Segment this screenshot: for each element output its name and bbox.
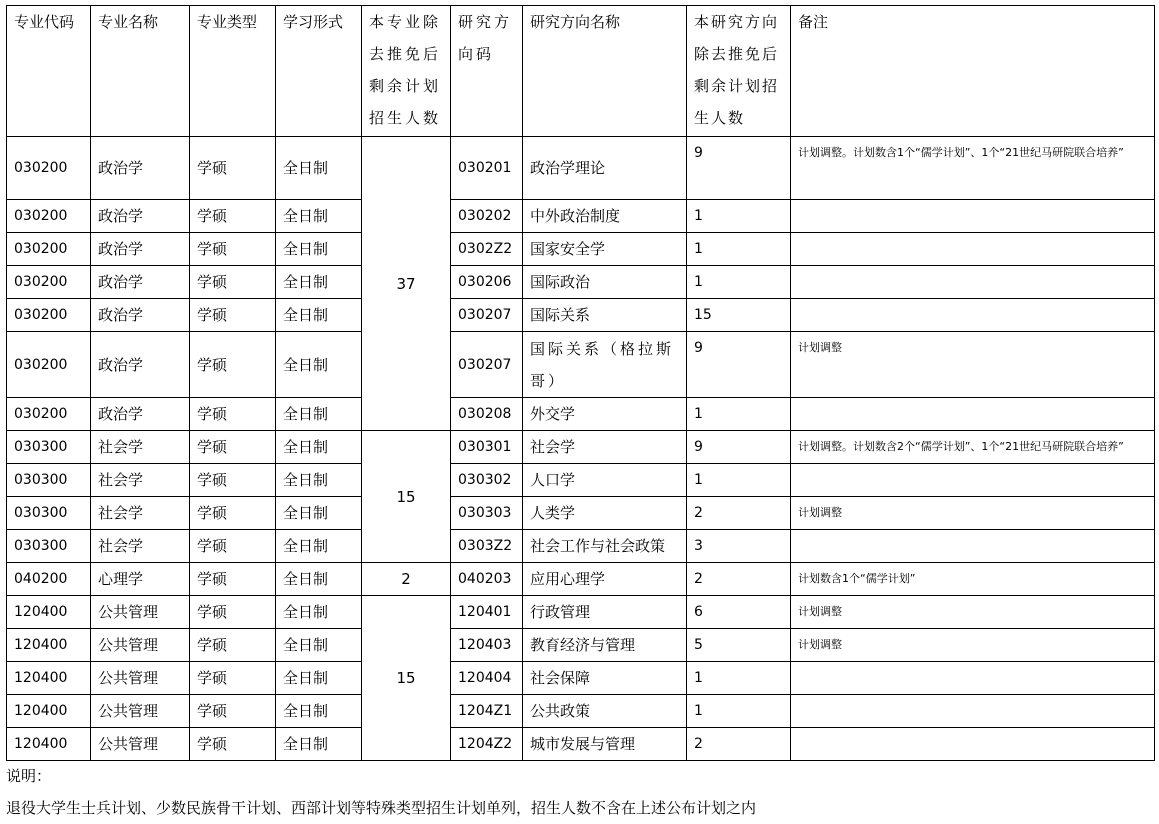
- table-row: [7, 233, 1155, 266]
- direction-code-cell: 040203: [451, 563, 523, 596]
- major-type-cell: 学硕: [190, 563, 276, 596]
- major-type-cell: 学硕: [190, 299, 276, 332]
- major-type-cell: 学硕: [190, 530, 276, 563]
- direction-name-cell: 社会工作与社会政策: [523, 530, 687, 563]
- table-row: [7, 596, 1155, 629]
- direction-count-cell: 1: [687, 200, 791, 233]
- footer-label: 说明：: [6, 767, 52, 785]
- table-row: [7, 299, 1155, 332]
- direction-code-cell: 0303Z2: [451, 530, 523, 563]
- major-type-cell: 学硕: [190, 200, 276, 233]
- direction-count-cell: 9: [687, 137, 791, 200]
- table-row: [7, 728, 1155, 761]
- major-type-cell: 学硕: [190, 695, 276, 728]
- remark-cell: 计划调整。计划数含2个“儒学计划”、1个“21世纪马研院联合培养”: [791, 431, 1155, 464]
- table-row: [7, 398, 1155, 431]
- major-type-cell: 学硕: [190, 629, 276, 662]
- remark-cell: [791, 200, 1155, 233]
- study-mode-cell: 全日制: [276, 563, 362, 596]
- direction-count-cell: 1: [687, 266, 791, 299]
- major-name-cell: 政治学: [91, 200, 190, 233]
- direction-name-cell: 中外政治制度: [523, 200, 687, 233]
- major-name-cell: 社会学: [91, 497, 190, 530]
- table-row: [7, 200, 1155, 233]
- study-mode-cell: 全日制: [276, 497, 362, 530]
- direction-name-cell: 外交学: [523, 398, 687, 431]
- direction-name-cell: 城市发展与管理: [523, 728, 687, 761]
- header-study-mode: 学习形式: [276, 6, 362, 137]
- major-type-cell: 学硕: [190, 431, 276, 464]
- direction-code-cell: 030303: [451, 497, 523, 530]
- table-row: [7, 431, 1155, 464]
- direction-code-cell: 1204Z1: [451, 695, 523, 728]
- major-code-cell: 030200: [7, 266, 91, 299]
- major-name-cell: 政治学: [91, 233, 190, 266]
- major-code-cell: 040200: [7, 563, 91, 596]
- table-row: [7, 695, 1155, 728]
- study-mode-cell: 全日制: [276, 662, 362, 695]
- remark-cell: 计划调整: [791, 629, 1155, 662]
- table-row: [7, 497, 1155, 530]
- study-mode-cell: 全日制: [276, 299, 362, 332]
- major-type-cell: 学硕: [190, 332, 276, 398]
- direction-count-cell: 5: [687, 629, 791, 662]
- major-name-cell: 政治学: [91, 266, 190, 299]
- major-type-cell: 学硕: [190, 596, 276, 629]
- study-mode-cell: 全日制: [276, 266, 362, 299]
- major-code-cell: 120400: [7, 728, 91, 761]
- direction-name-cell: 国家安全学: [523, 233, 687, 266]
- remark-cell: [791, 266, 1155, 299]
- major-code-cell: 120400: [7, 662, 91, 695]
- remark-cell: [791, 233, 1155, 266]
- direction-name-cell: 社会学: [523, 431, 687, 464]
- major-name-cell: 政治学: [91, 332, 190, 398]
- remark-cell: [791, 662, 1155, 695]
- direction-count-cell: 1: [687, 233, 791, 266]
- header-direction-name: 研究方向名称: [523, 6, 687, 137]
- major-name-cell: 公共管理: [91, 629, 190, 662]
- direction-count-cell: 2: [687, 563, 791, 596]
- header-row: [7, 6, 1155, 137]
- direction-code-cell: 030208: [451, 398, 523, 431]
- direction-code-cell: 030202: [451, 200, 523, 233]
- major-code-cell: 030300: [7, 464, 91, 497]
- direction-count-cell: 2: [687, 728, 791, 761]
- direction-code-cell: 1204Z2: [451, 728, 523, 761]
- study-mode-cell: 全日制: [276, 695, 362, 728]
- direction-name-cell: 国际关系: [523, 299, 687, 332]
- direction-count-cell: 9: [687, 431, 791, 464]
- direction-count-cell: 2: [687, 497, 791, 530]
- major-code-cell: 030200: [7, 299, 91, 332]
- major-code-cell: 120400: [7, 629, 91, 662]
- major-name-cell: 社会学: [91, 530, 190, 563]
- table-row: [7, 662, 1155, 695]
- header-direction-code: 研究方向码: [451, 6, 523, 137]
- major-name-cell: 社会学: [91, 464, 190, 497]
- direction-name-cell: 行政管理: [523, 596, 687, 629]
- table-row: [7, 563, 1155, 596]
- major-code-cell: 030300: [7, 497, 91, 530]
- study-mode-cell: 全日制: [276, 629, 362, 662]
- remark-cell: [791, 299, 1155, 332]
- direction-code-cell: 120404: [451, 662, 523, 695]
- table-row: [7, 530, 1155, 563]
- direction-code-cell: 030207: [451, 332, 523, 398]
- study-mode-cell: 全日制: [276, 596, 362, 629]
- table-row: [7, 464, 1155, 497]
- remark-cell: 计划数含1个“儒学计划”: [791, 563, 1155, 596]
- study-mode-cell: 全日制: [276, 530, 362, 563]
- table-row: [7, 266, 1155, 299]
- major-code-cell: 030300: [7, 530, 91, 563]
- direction-name-cell: 政治学理论: [523, 137, 687, 200]
- study-mode-cell: 全日制: [276, 137, 362, 200]
- major-type-cell: 学硕: [190, 398, 276, 431]
- major-code-cell: 030200: [7, 233, 91, 266]
- direction-count-cell: 3: [687, 530, 791, 563]
- major-code-cell: 030200: [7, 200, 91, 233]
- major-name-cell: 公共管理: [91, 728, 190, 761]
- direction-count-cell: 1: [687, 398, 791, 431]
- remark-cell: 计划调整。计划数含1个“儒学计划”、1个“21世纪马研院联合培养”: [791, 137, 1155, 200]
- direction-code-cell: 120403: [451, 629, 523, 662]
- major-name-cell: 公共管理: [91, 695, 190, 728]
- direction-count-cell: 1: [687, 662, 791, 695]
- study-mode-cell: 全日制: [276, 431, 362, 464]
- remaining-plan-cell: 37: [362, 137, 451, 431]
- footer-text: 退役大学生士兵计划、少数民族骨干计划、西部计划等特殊类型招生计划单列，招生人数不含在上述公布计划之内: [6, 799, 757, 817]
- major-type-cell: 学硕: [190, 497, 276, 530]
- header-major-type: 专业类型: [190, 6, 276, 137]
- direction-code-cell: 030302: [451, 464, 523, 497]
- study-mode-cell: 全日制: [276, 728, 362, 761]
- remark-cell: [791, 728, 1155, 761]
- major-code-cell: 030300: [7, 431, 91, 464]
- direction-name-cell: 人口学: [523, 464, 687, 497]
- direction-count-cell: 9: [687, 332, 791, 398]
- remark-cell: 计划调整: [791, 332, 1155, 398]
- major-name-cell: 公共管理: [91, 596, 190, 629]
- direction-code-cell: 120401: [451, 596, 523, 629]
- major-code-cell: 030200: [7, 332, 91, 398]
- remaining-plan-cell: 15: [362, 431, 451, 563]
- major-code-cell: 030200: [7, 137, 91, 200]
- study-mode-cell: 全日制: [276, 398, 362, 431]
- direction-name-cell: 教育经济与管理: [523, 629, 687, 662]
- study-mode-cell: 全日制: [276, 233, 362, 266]
- remaining-plan-cell: 2: [362, 563, 451, 596]
- major-name-cell: 政治学: [91, 398, 190, 431]
- major-type-cell: 学硕: [190, 266, 276, 299]
- direction-name-cell: 人类学: [523, 497, 687, 530]
- direction-name-cell: 国际关系（格拉斯哥）: [523, 332, 687, 398]
- direction-count-cell: 1: [687, 695, 791, 728]
- header-remaining-plan: 本专业除去推免后剩余计划招生人数: [362, 6, 451, 137]
- study-mode-cell: 全日制: [276, 200, 362, 233]
- major-name-cell: 政治学: [91, 137, 190, 200]
- major-code-cell: 030200: [7, 398, 91, 431]
- major-type-cell: 学硕: [190, 137, 276, 200]
- remark-cell: [791, 464, 1155, 497]
- remark-cell: [791, 695, 1155, 728]
- major-type-cell: 学硕: [190, 728, 276, 761]
- major-type-cell: 学硕: [190, 464, 276, 497]
- direction-count-cell: 6: [687, 596, 791, 629]
- table-row: [7, 137, 1155, 200]
- enrollment-plan-table: [6, 5, 1155, 761]
- major-type-cell: 学硕: [190, 233, 276, 266]
- remark-cell: 计划调整: [791, 497, 1155, 530]
- direction-name-cell: 公共政策: [523, 695, 687, 728]
- remark-cell: 计划调整: [791, 596, 1155, 629]
- remark-cell: [791, 398, 1155, 431]
- remark-cell: [791, 530, 1155, 563]
- direction-code-cell: 030207: [451, 299, 523, 332]
- direction-name-cell: 社会保障: [523, 662, 687, 695]
- header-direction-remaining: 本研究方向除去推免后剩余计划招生人数: [687, 6, 791, 137]
- footer-notes: [6, 760, 756, 824]
- remaining-plan-cell: 15: [362, 596, 451, 761]
- study-mode-cell: 全日制: [276, 332, 362, 398]
- major-name-cell: 社会学: [91, 431, 190, 464]
- major-name-cell: 公共管理: [91, 662, 190, 695]
- major-code-cell: 120400: [7, 596, 91, 629]
- direction-code-cell: 0302Z2: [451, 233, 523, 266]
- table-row: [7, 629, 1155, 662]
- major-code-cell: 120400: [7, 695, 91, 728]
- header-major-code: 专业代码: [7, 6, 91, 137]
- direction-code-cell: 030301: [451, 431, 523, 464]
- major-name-cell: 心理学: [91, 563, 190, 596]
- major-type-cell: 学硕: [190, 662, 276, 695]
- direction-name-cell: 应用心理学: [523, 563, 687, 596]
- table-row: [7, 332, 1155, 398]
- direction-name-cell: 国际政治: [523, 266, 687, 299]
- header-major-name: 专业名称: [91, 6, 190, 137]
- direction-count-cell: 15: [687, 299, 791, 332]
- study-mode-cell: 全日制: [276, 464, 362, 497]
- direction-code-cell: 030201: [451, 137, 523, 200]
- major-name-cell: 政治学: [91, 299, 190, 332]
- direction-code-cell: 030206: [451, 266, 523, 299]
- direction-count-cell: 1: [687, 464, 791, 497]
- header-remarks: 备注: [791, 6, 1155, 137]
